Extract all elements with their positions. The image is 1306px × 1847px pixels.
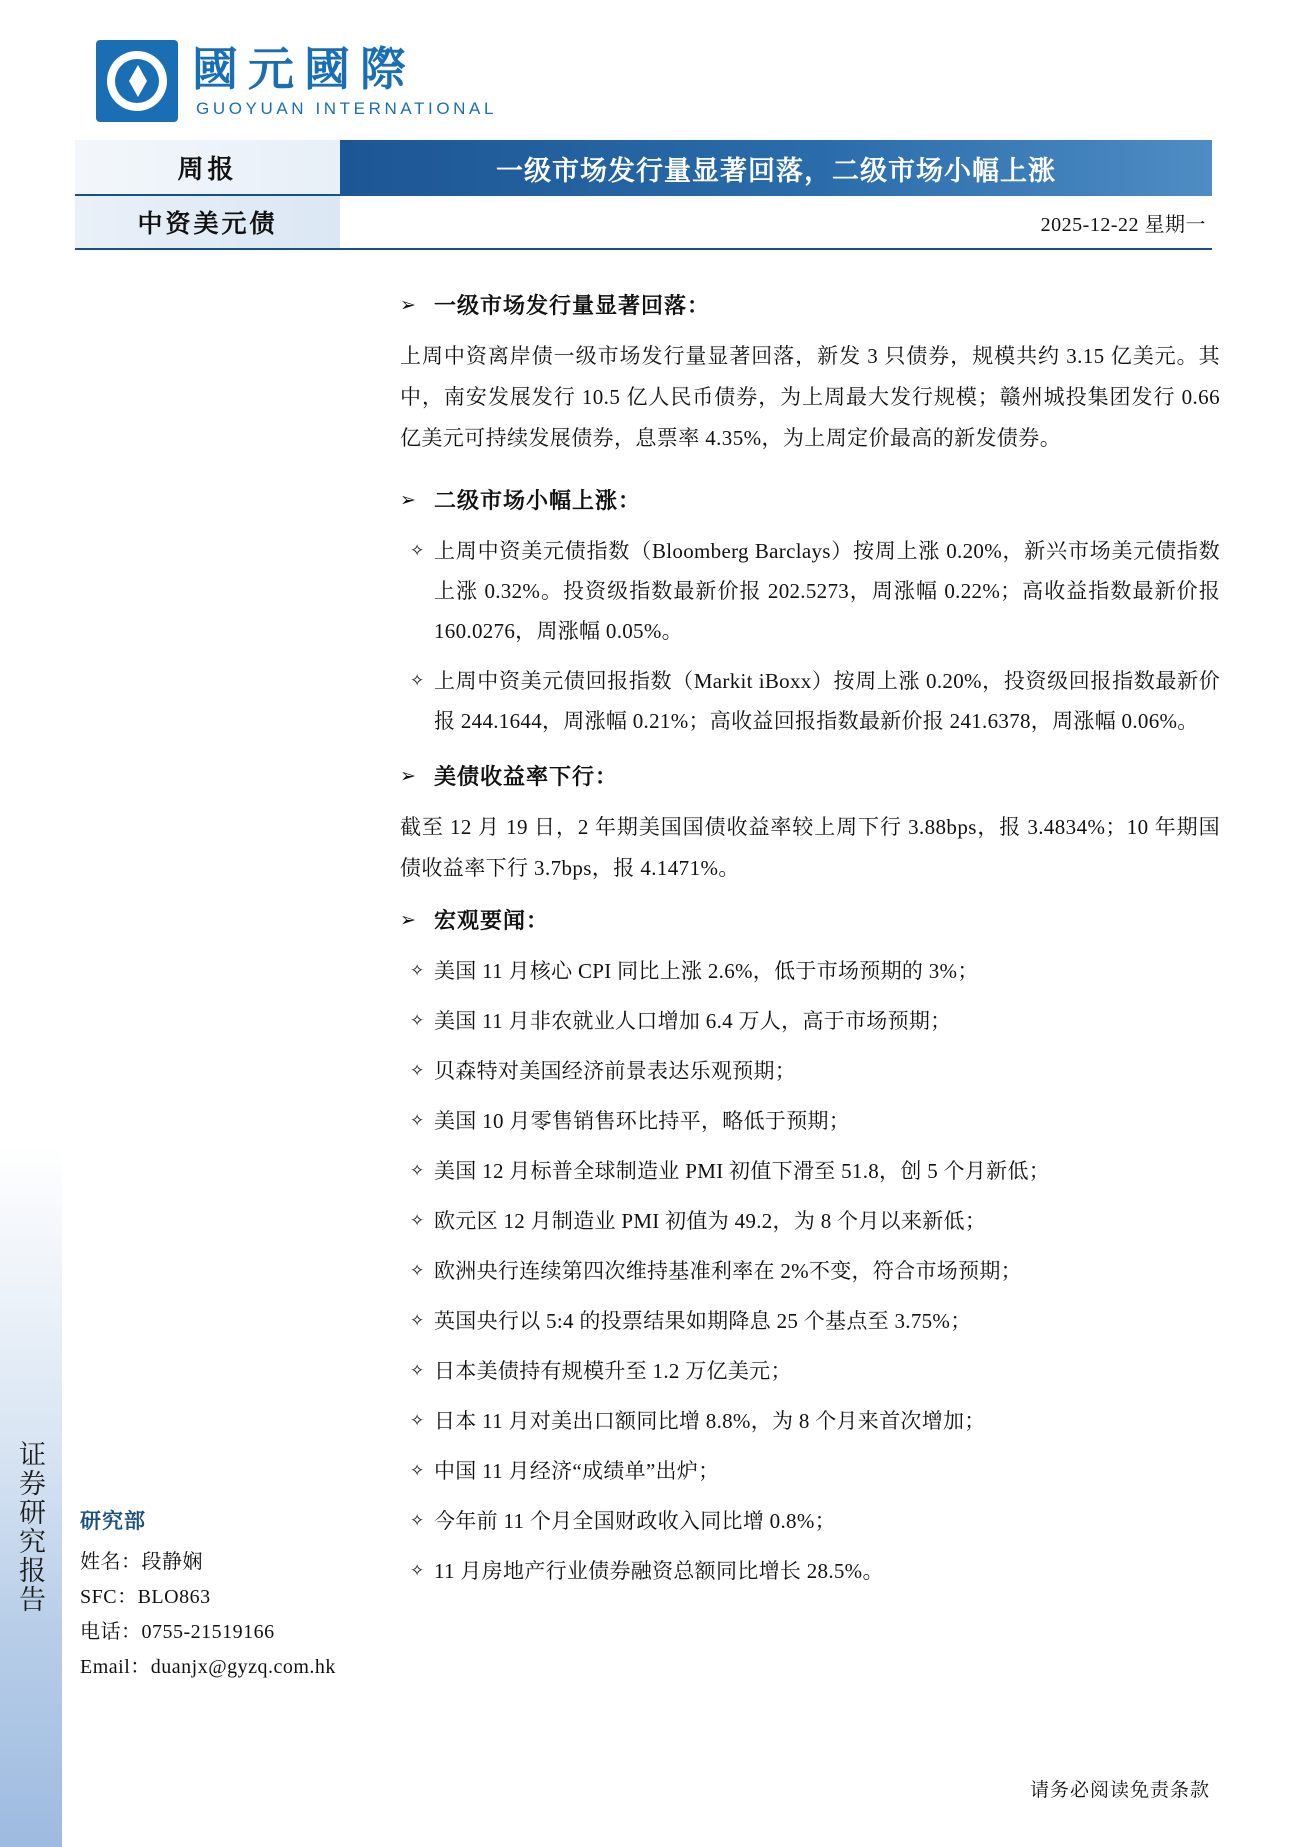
diamond-bullet-icon: ✧ [410,1161,425,1180]
diamond-bullet-icon: ✧ [410,1361,425,1380]
diamond-bullet-icon: ✧ [410,1111,425,1130]
footer-disclaimer: 请务必阅读免责条款 [1029,1780,1210,1801]
list-item [400,1151,1220,1191]
list-item-text: 美国 12 月标普全球制造业 PMI 初值下滑至 51.8，创 5 个月新低； [434,1159,1051,1183]
list-item [400,661,1220,741]
section-heading-macro-news [400,905,1220,937]
report-type-cell [75,140,340,196]
arrow-bullet-icon: ➢ [400,490,416,511]
researcher-email: Email：duanjx@gyzq.com.hk [80,1656,336,1678]
vertical-report-label: 证券研究报告 [15,1440,45,1614]
list-item [400,1451,1220,1491]
list-item [400,951,1220,991]
report-date: 2025-12-22 星期一 [1040,213,1206,236]
list-item [400,1051,1220,1091]
diamond-bullet-icon: ✧ [410,1411,425,1430]
section-heading-secondary-market [400,485,1220,517]
section-heading-primary-market [400,290,1220,322]
section-title: 二级市场小幅上涨： [434,488,642,513]
report-category-label: 中资美元债 [137,211,278,238]
list-item [400,1101,1220,1141]
list-item-text: 上周中资美元债回报指数（Markit iBoxx）按周上涨 0.20%，投资级回报指数最新价报 244.1644，周涨幅 0.21%；高收益回报指数最新价报 241.6378，周涨幅 0.06%。 [434,669,1220,733]
diamond-bullet-icon: ✧ [410,671,425,690]
section-title: 美债收益率下行： [434,764,619,789]
researcher-sfc-number: SFC：BLO863 [80,1586,211,1608]
report-title-cell [340,140,1212,196]
diamond-bullet-icon: ✧ [410,1561,425,1580]
report-date-cell [340,196,1212,250]
list-item-text: 11 月房地产行业债券融资总额同比增长 28.5%。 [434,1559,884,1583]
list-item-text: 英国央行以 5:4 的投票结果如期降息 25 个基点至 3.75%； [434,1309,972,1333]
diamond-bullet-icon: ✧ [410,1461,425,1480]
logo-triangle-up-icon [129,65,147,81]
list-item [400,1001,1220,1041]
paragraph-primary-market: 上周中资离岸债一级市场发行量显著回落，新发 3 只债券，规模共约 3.15 亿美元。其中，南安发展发行 10.5 亿人民币债券，为上周最大发行规模；赣州城投集团发行 0.66 亿美元可持续发展债券，息票率 4.35%，为上周定价最高的新发债券。 [400,344,1220,450]
list-item-text: 美国 11 月核心 CPI 同比上涨 2.6%，低于市场预期的 3%； [434,959,979,983]
list-item-text: 欧元区 12 月制造业 PMI 初值为 49.2，为 8 个月以来新低； [434,1209,987,1233]
list-item [400,1501,1220,1541]
report-body [400,290,1220,1601]
diamond-bullet-icon: ✧ [410,1311,425,1330]
research-department-label: 研究部 [80,1509,146,1533]
list-item-text: 中国 11 月经济“成绩单”出炉； [434,1459,720,1483]
logo-triangle-down-icon [129,81,147,97]
page-title: 一级市场发行量显著回落，二级市场小幅上涨 [496,155,1056,186]
left-side-band [0,0,62,1847]
list-item-text: 日本美债持有规模升至 1.2 万亿美元； [434,1359,792,1383]
arrow-bullet-icon: ➢ [400,910,416,931]
diamond-bullet-icon: ✧ [410,1511,425,1530]
researcher-name: 姓名：段静娴 [80,1551,203,1573]
section-heading-treasury-yield [400,761,1220,793]
paragraph-treasury-yield: 截至 12 月 19 日，2 年期美国国债收益率较上周下行 3.88bps，报 3.4834%；10 年期国债收益率下行 3.7bps，报 4.1471%。 [400,815,1220,880]
list-item-text: 美国 11 月非农就业人口增加 6.4 万人，高于市场预期； [434,1009,952,1033]
diamond-bullet-icon: ✧ [410,961,425,980]
list-item-text: 美国 10 月零售销售环比持平，略低于预期； [434,1109,851,1133]
list-item-text: 今年前 11 个月全国财政收入同比增 0.8%； [434,1509,836,1533]
list-item-text: 欧洲央行连续第四次维持基准利率在 2%不变，符合市场预期； [434,1259,1022,1283]
logo-mark-icon [96,40,178,122]
list-item [400,1251,1220,1291]
list-item-text: 日本 11 月对美出口额同比增 8.8%，为 8 个月来首次增加； [434,1409,986,1433]
section-title: 一级市场发行量显著回落： [434,293,711,318]
list-item [400,1301,1220,1341]
list-item [400,1351,1220,1391]
logo-chinese-name: 國元國際 [192,44,416,95]
researcher-phone: 电话：0755-21519166 [80,1621,275,1643]
diamond-bullet-icon: ✧ [410,1011,425,1030]
diamond-bullet-icon: ✧ [410,541,425,560]
company-logo [96,40,497,122]
list-item [400,1551,1220,1591]
report-type-label: 周报 [177,154,238,184]
list-item [400,1201,1220,1241]
header-title-row [75,140,1212,196]
list-item-text: 贝森特对美国经济前景表达乐观预期； [434,1059,797,1083]
diamond-bullet-icon: ✧ [410,1261,425,1280]
report-category-cell [75,196,340,250]
list-item [400,531,1220,651]
arrow-bullet-icon: ➢ [400,766,416,787]
logo-english-name: GUOYUAN INTERNATIONAL [196,99,498,118]
list-item [400,1401,1220,1441]
header-subtitle-row [75,196,1212,250]
diamond-bullet-icon: ✧ [410,1061,425,1080]
logo-text-group [192,43,497,119]
section-title: 宏观要闻： [434,908,550,933]
arrow-bullet-icon: ➢ [400,295,416,316]
diamond-bullet-icon: ✧ [410,1211,425,1230]
list-item-text: 上周中资美元债指数（Bloomberg Barclays）按周上涨 0.20%，新兴市场美元债指数上涨 0.32%。投资级指数最新价报 202.5273，周涨幅 0.22%；高收益指数最新价报 160.0276，周涨幅 0.05%。 [434,539,1220,643]
researcher-info-block [80,1505,380,1685]
